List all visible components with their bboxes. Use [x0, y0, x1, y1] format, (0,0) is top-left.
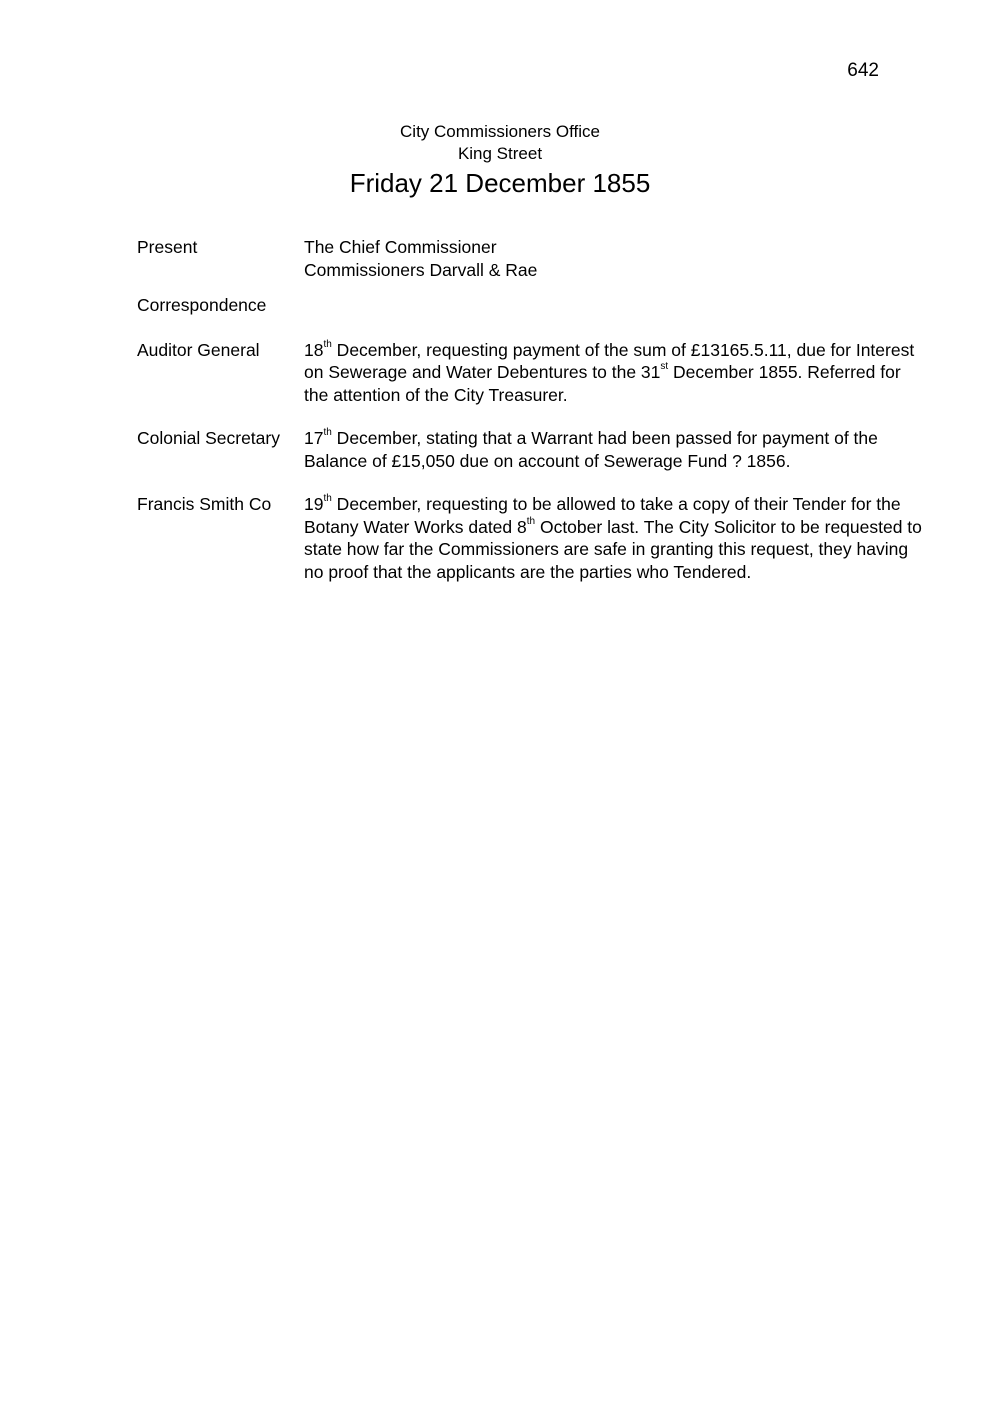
correspondence-item	[137, 493, 927, 583]
item-sender: Auditor General	[137, 339, 260, 360]
item-day: 17	[304, 428, 324, 448]
correspondence-row	[137, 294, 927, 317]
item-day-suffix: th	[323, 338, 332, 350]
item-day-suffix: th	[323, 427, 332, 439]
correspondence-label: Correspondence	[137, 295, 267, 315]
present-row	[137, 236, 927, 281]
minutes-body	[137, 236, 927, 604]
meeting-date: Friday 21 December 1855	[349, 168, 651, 198]
correspondence-item	[137, 427, 927, 472]
item-sender: Francis Smith Co	[137, 494, 272, 514]
item-text	[304, 427, 927, 472]
item-text	[304, 493, 927, 583]
header	[0, 121, 1000, 199]
item-text-b: October last. The City Solicitor to be requested to state how far the Commissioners are safe in granting this request, they having no proof that the applicants are the parties who Tendered.	[304, 516, 922, 582]
item-day-suffix: th	[323, 493, 332, 505]
item-text-a: December, requesting to be allowed to take a copy of their Tender for the Botany Water Works dated 8	[304, 494, 901, 537]
item-text-b: December 1855. Referred for the attention of the City Treasurer.	[304, 362, 901, 405]
item-text-a: December, requesting payment of the sum of £13165.5.11, due for Interest on Sewerage and Water Debentures to the 31	[304, 339, 915, 382]
present-line: Commissioners Darvall & Rae	[304, 259, 538, 280]
item-text-a: December, stating that a Warrant had been passed for payment of the Balance of £15,050 due on account of Sewerage Fund ? 1856.	[304, 428, 878, 471]
page-number: 642	[847, 60, 879, 81]
office-name: City Commissioners Office	[400, 122, 600, 141]
item-text	[304, 339, 927, 407]
correspondence-item	[137, 339, 927, 407]
item-day: 19	[304, 494, 324, 514]
present-label: Present	[137, 237, 198, 257]
item-day: 18	[304, 339, 324, 360]
item-mid-suffix: th	[526, 515, 536, 527]
item-mid-suffix: st	[660, 361, 669, 373]
present-list	[304, 236, 927, 281]
present-line: The Chief Commissioner	[304, 237, 497, 257]
item-sender: Colonial Secretary	[137, 428, 280, 448]
street-name: King Street	[457, 144, 543, 163]
